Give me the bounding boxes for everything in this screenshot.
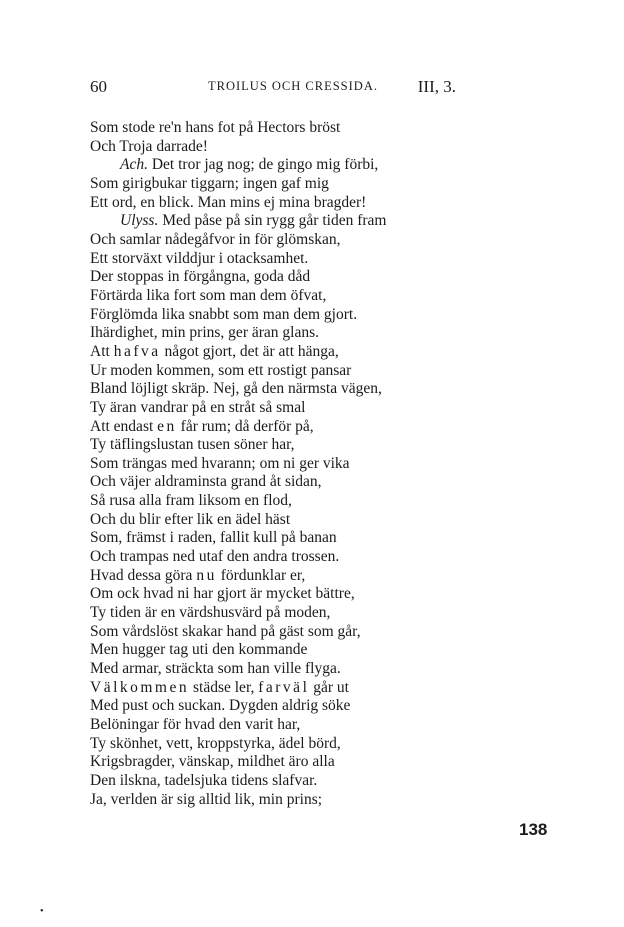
page-number: 60: [90, 77, 107, 96]
emphasized-word: hafva: [113, 342, 161, 360]
verse-text: Att: [90, 342, 114, 360]
speech-text: Det tror jag nog; de gingo mig förbi,: [147, 156, 379, 174]
verse-line: Som girigbukar tiggarn; ingen gaf mig: [90, 174, 329, 192]
verse-line: Krigsbragder, vänskap, mildhet äro alla: [90, 753, 335, 771]
verse-line: Med pust och suckan. Dygden aldrig söke: [90, 697, 351, 715]
emphasized-word: en: [157, 417, 177, 435]
verse-text: Hvad dessa göra: [90, 566, 197, 584]
speech-text: Med påse på sin rygg går tiden fram: [158, 212, 387, 230]
verse-line: Så rusa alla fram liksom en flod,: [90, 492, 292, 510]
emphasized-word: nu: [196, 566, 217, 584]
verse-line: Förglömda lika snabbt som man dem gjort.: [90, 305, 358, 323]
verse-line: Ihärdighet, min prins, ger äran glans.: [90, 324, 319, 342]
verse-block: [90, 119, 560, 809]
verse-line: [90, 679, 560, 698]
act-scene-reference: III, 3.: [417, 77, 456, 96]
verse-line: Der stoppas in förgångna, goda dåd: [90, 268, 311, 286]
page-header: [90, 77, 456, 99]
verse-line: [90, 343, 560, 362]
verse-text: fördunklar er,: [216, 566, 306, 584]
verse-line: Ett storväxt vilddjur i otacksamhet.: [90, 249, 309, 267]
verse-line: [90, 212, 560, 231]
verse-line: Som stode re'n hans fot på Hectors bröst: [90, 119, 341, 136]
verse-line: Och samlar nådegåfvor in för glömskan,: [90, 230, 341, 248]
verse-line: Men hugger tag uti den kommande: [90, 641, 308, 659]
verse-line: Ett ord, en blick. Man mins ej mina bragder!: [90, 193, 367, 211]
verse-line: Som, främst i raden, fallit kull på banan: [90, 529, 337, 547]
verse-line: Och du blir efter lik en ädel häst: [90, 510, 291, 528]
verse-text: något gjort, det är att hänga,: [160, 342, 339, 360]
verse-line: Belöningar för hvad den varit har,: [90, 716, 301, 733]
running-title: TROILUS OCH CRESSIDA.: [208, 79, 378, 93]
verse-line: Med armar, sträckta som han ville flyga.: [90, 660, 341, 678]
verse-line: Ja, verlden är sig alltid lik, min prins;: [90, 790, 323, 808]
verse-line: Och trampas ned utaf den andra trossen.: [90, 548, 340, 566]
verse-line: Som vårdslöst skakar hand på gäst som går,: [90, 622, 361, 640]
verse-line: Som trängas med hvarann; om ni ger vika: [90, 454, 350, 472]
verse-line: Den ilskna, tadelsjuka tidens slafvar.: [90, 771, 318, 789]
verse-text: städse ler,: [189, 678, 259, 696]
verse-text: får rum; då derför på,: [176, 417, 314, 435]
verse-line: Ur moden kommen, som ett rostigt pansar: [90, 361, 352, 379]
speaker-name: Ach.: [120, 156, 148, 174]
verse-text: går ut: [309, 678, 349, 696]
emphasized-word: farväl: [258, 678, 310, 696]
verse-text: Att endast: [90, 417, 158, 435]
verse-line: Och väjer aldraminsta grand åt sidan,: [90, 473, 322, 491]
verse-line: Om ock hvad ni har gjort är mycket bättre,: [90, 585, 355, 603]
verse-line: Ty täflingslustan tusen söner har,: [90, 436, 295, 454]
verse-line: [90, 156, 560, 175]
verse-line: [90, 567, 560, 586]
verse-line: [90, 418, 560, 437]
verse-line: Ty skönhet, vett, kroppstyrka, ädel börd,: [90, 734, 341, 752]
verse-line: Bland löjligt skräp. Nej, gå den närmsta vägen,: [90, 380, 382, 398]
signature-mark: 138: [519, 820, 548, 839]
print-speck-icon: •: [40, 906, 44, 917]
verse-line: Och Troja darrade!: [90, 137, 208, 155]
verse-line: Ty tiden är en värdshusvärd på moden,: [90, 604, 331, 622]
speaker-name: Ulyss.: [120, 212, 159, 230]
emphasized-word: Välkommen: [90, 678, 190, 696]
verse-line: Ty äran vandrar på en stråt så smal: [90, 398, 306, 416]
verse-line: Förtärda lika fort som man dem öfvat,: [90, 286, 327, 304]
